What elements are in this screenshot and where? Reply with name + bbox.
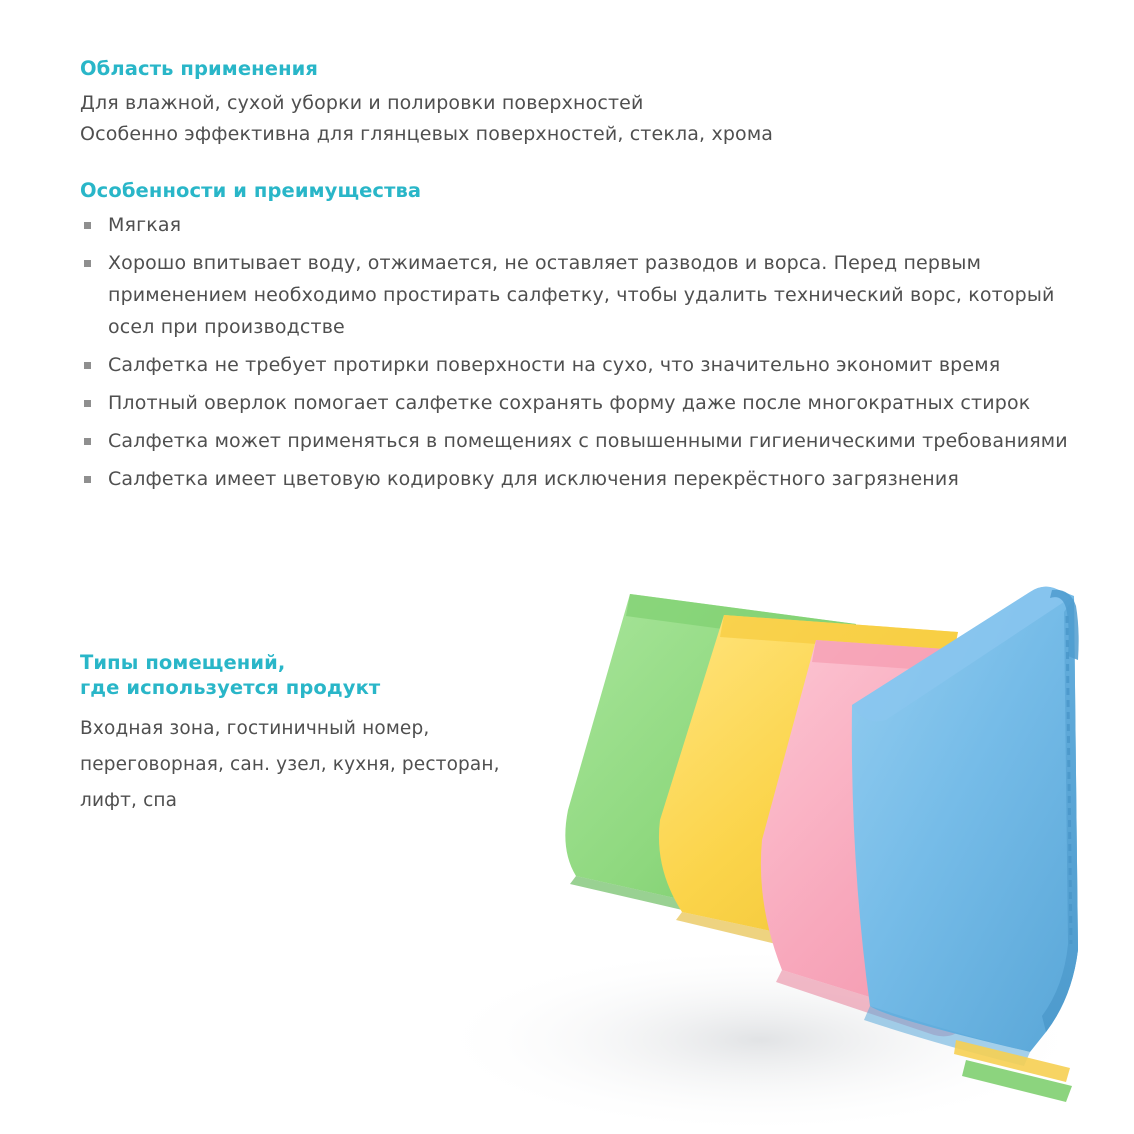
list-item: [80, 426, 1090, 458]
rooms-heading: [80, 650, 510, 701]
features-heading: Особенности и преимущества: [80, 178, 422, 202]
square-bullet-icon: [84, 438, 91, 445]
application-line-1: Для влажной, сухой уборки и полировки поверхностей: [80, 92, 644, 115]
application-section: [80, 56, 1090, 150]
list-item: [80, 464, 1090, 496]
feature-text: Плотный оверлок помогает салфетке сохранять форму даже после многократных стирок: [108, 391, 1031, 414]
feature-text: Салфетка не требует протирки поверхности на сухо, что значительно экономит время: [108, 353, 1001, 376]
square-bullet-icon: [84, 362, 91, 369]
rooms-heading-line-1: Типы помещений,: [80, 651, 286, 674]
rooms-text: Входная зона, гостиничный номер, переговорная, сан. узел, кухня, ресторан, лифт, спа: [80, 717, 500, 811]
square-bullet-icon: [84, 260, 91, 267]
features-section: [80, 178, 1090, 496]
square-bullet-icon: [84, 222, 91, 229]
list-item: [80, 388, 1090, 420]
feature-text: Мягкая: [108, 214, 182, 237]
application-heading: Область применения: [80, 57, 319, 80]
text-content: [80, 56, 1090, 501]
feature-text: Салфетка имеет цветовую кодировку для исключения перекрёстного загрязнения: [108, 467, 959, 490]
features-list: [80, 210, 1090, 495]
feature-text: Салфетка может применяться в помещениях с повышенными гигиеническими требованиями: [108, 429, 1068, 452]
list-item: [80, 350, 1090, 382]
list-item: [80, 248, 1090, 344]
product-photo: [330, 520, 1134, 1134]
list-item: [80, 210, 1090, 242]
rooms-section: [80, 650, 510, 819]
square-bullet-icon: [84, 476, 91, 483]
square-bullet-icon: [84, 400, 91, 407]
application-line-2: Особенно эффективна для глянцевых поверхностей, стекла, хрома: [80, 123, 774, 146]
rooms-heading-line-2: где используется продукт: [80, 676, 381, 700]
cloths-illustration: [330, 520, 1134, 1134]
feature-text: Хорошо впитывает воду, отжимается, не оставляет разводов и ворса. Перед первым применением необходимо простирать салфетку, чтобы удалить технический ворс, который осел при производстве: [108, 252, 1055, 338]
